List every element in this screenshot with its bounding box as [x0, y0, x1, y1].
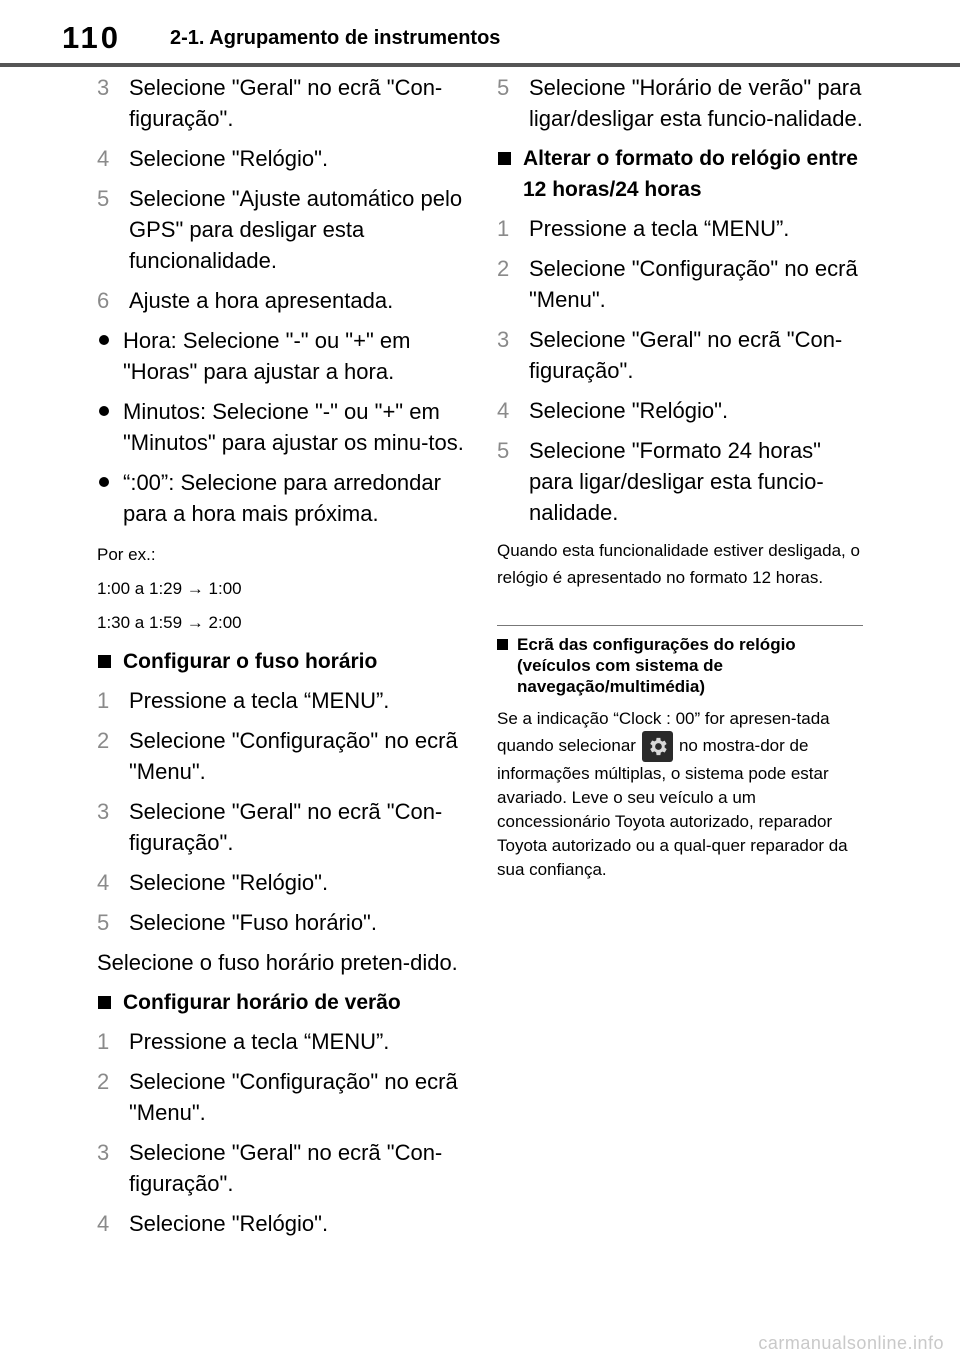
step-number: 3 [97, 75, 110, 100]
step-number: 2 [97, 728, 110, 753]
step-number: 4 [497, 398, 510, 423]
step-number: 1 [97, 1029, 110, 1054]
page-number: 110 [62, 20, 122, 55]
step-text: Selecione "Fuso horário". [129, 910, 377, 935]
bullet-item [97, 325, 467, 387]
step-number: 4 [97, 1211, 110, 1236]
step-text: Selecione "Ajuste automático pelo GPS" para desligar esta funcionalidade. [129, 186, 463, 273]
bullet-item [97, 396, 467, 458]
step-number: 3 [97, 1140, 110, 1165]
square-bullet-icon [97, 646, 123, 677]
info-text-before: Se a indicação “Clock : 00” for apresen-tada quando selecionar [497, 709, 830, 755]
step-number: 5 [497, 75, 510, 100]
step [497, 72, 867, 134]
info-text [497, 707, 867, 882]
page-header [0, 0, 960, 70]
step-text: Selecione "Configuração" no ecrã "Menu". [129, 1069, 458, 1125]
step [497, 435, 867, 528]
step-text: Pressione a tecla “MENU”. [129, 1029, 390, 1054]
bullet-item [97, 467, 467, 529]
step [97, 725, 467, 787]
step-number: 1 [97, 688, 110, 713]
gear-icon [642, 731, 673, 762]
heading-text: Configurar o fuso horário [123, 650, 378, 673]
step-text: Selecione "Geral" no ecrã "Con-figuração". [529, 327, 843, 383]
step [97, 285, 467, 316]
step [97, 183, 467, 276]
step-number: 3 [497, 327, 510, 352]
step-number: 5 [97, 186, 110, 211]
step-text: Selecione "Horário de verão" para ligar/desligar esta funcio-nalidade. [529, 75, 863, 131]
right-column [497, 72, 867, 882]
step [97, 685, 467, 716]
step-text: Selecione "Geral" no ecrã "Con-figuração". [129, 75, 443, 131]
bullet-text: Hora: Selecione "-" ou "+" em "Horas" para ajustar a hora. [123, 328, 411, 384]
heading-text: Alterar o formato do relógio entre 12 horas/24 horas [523, 147, 858, 201]
step-number: 5 [497, 438, 510, 463]
section-title: 2-1. Agrupamento de instrumentos [170, 27, 501, 49]
bullet-text: “:00”: Selecione para arredondar para a hora mais próxima. [123, 470, 441, 526]
square-bullet-icon [497, 634, 517, 697]
heading-text: Ecrã das configurações do relógio (veículos com sistema de navegação/multimédia) [517, 635, 796, 696]
section-divider [497, 625, 863, 626]
step-text: Selecione "Configuração" no ecrã "Menu". [129, 728, 458, 784]
step-text: Selecione "Geral" no ecrã "Con-figuração". [129, 799, 443, 855]
step-text: Selecione "Relógio". [129, 146, 329, 171]
timezone-heading [97, 646, 467, 677]
bullet-dot-icon [97, 467, 123, 529]
example-line: 1:30 a 1:59 → 2:00 [97, 613, 242, 632]
step [497, 253, 867, 315]
format-heading [497, 143, 867, 205]
step [497, 395, 867, 426]
step-number: 2 [497, 256, 510, 281]
timezone-paragraph: Selecione o fuso horário preten-dido. [97, 950, 458, 975]
step [497, 213, 867, 244]
step-text: Selecione "Relógio". [129, 870, 329, 895]
step [97, 1066, 467, 1128]
watermark: carmanualsonline.info [758, 1333, 944, 1353]
step-text: Selecione "Formato 24 horas" para ligar/desligar esta funcio-nalidade. [529, 438, 824, 525]
step [97, 867, 467, 898]
step-number: 1 [497, 216, 510, 241]
dst-heading [97, 987, 467, 1018]
square-bullet-icon [97, 987, 123, 1018]
step [97, 72, 467, 134]
step [97, 1137, 467, 1199]
example-line: 1:00 a 1:29 → 1:00 [97, 579, 242, 598]
step-text: Selecione "Relógio". [529, 398, 729, 423]
header-divider [0, 63, 960, 67]
bullet-dot-icon [97, 396, 123, 458]
step-number: 2 [97, 1069, 110, 1094]
bullet-dot-icon [97, 325, 123, 387]
step-text: Pressione a tecla “MENU”. [529, 216, 790, 241]
info-heading [497, 634, 867, 697]
step-text: Selecione "Relógio". [129, 1211, 329, 1236]
step [497, 324, 867, 386]
square-bullet-icon [497, 143, 523, 205]
step [97, 907, 467, 938]
format-note: Quando esta funcionalidade estiver desligada, o relógio é apresentado no formato 12 horas. [497, 541, 860, 587]
step [97, 1026, 467, 1057]
step [97, 1208, 467, 1239]
step-number: 6 [97, 288, 110, 313]
step-text: Pressione a tecla “MENU”. [129, 688, 390, 713]
step-text: Ajuste a hora apresentada. [129, 288, 394, 313]
step-number: 5 [97, 910, 110, 935]
bullet-text: Minutos: Selecione "-" ou "+" em "Minutos" para ajustar os minu-tos. [123, 399, 464, 455]
step-number: 3 [97, 799, 110, 824]
step-number: 4 [97, 870, 110, 895]
step [97, 143, 467, 174]
left-column [97, 72, 467, 1248]
info-text-after: no mostra-dor de informações múltiplas, o sistema pode estar avariado. Leve o seu veículo a um concessionário Toyota autorizado, reparador Toyota autorizado ou a qual-quer reparador da sua confiança. [497, 735, 848, 879]
step-text: Selecione "Configuração" no ecrã "Menu". [529, 256, 858, 312]
step [97, 796, 467, 858]
example-label: Por ex.: [97, 545, 156, 564]
step-number: 4 [97, 146, 110, 171]
step-text: Selecione "Geral" no ecrã "Con-figuração". [129, 1140, 443, 1196]
heading-text: Configurar horário de verão [123, 991, 401, 1014]
